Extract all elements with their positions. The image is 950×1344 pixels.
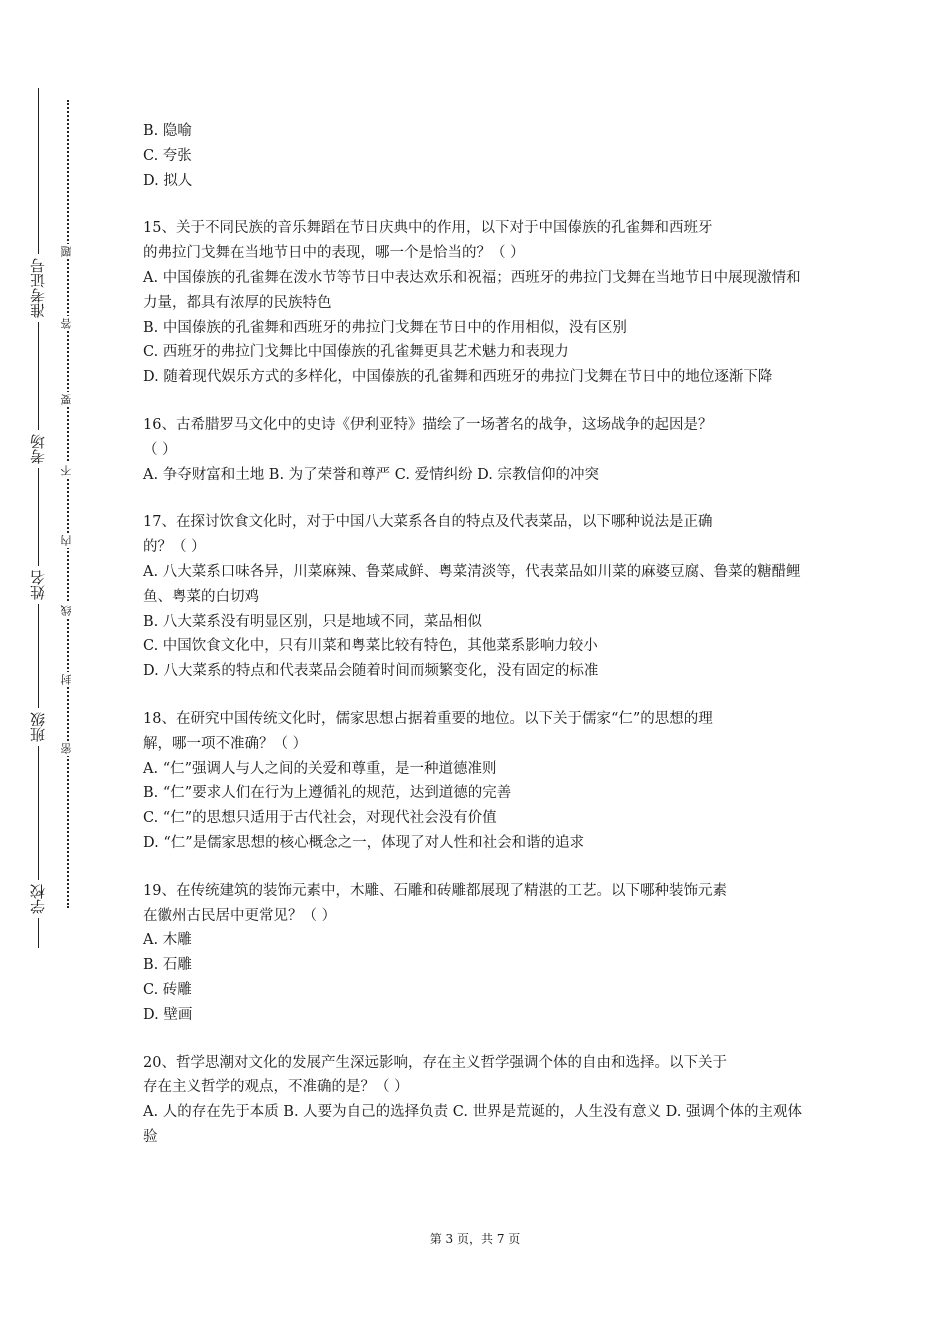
option: A. “仁”强调人与人之间的关爱和尊重，是一种道德准则 <box>143 760 497 777</box>
binding-margin <box>0 0 110 1344</box>
question-block <box>143 119 811 193</box>
seal-char: 要 <box>60 394 73 405</box>
binding-solid-line <box>38 88 39 948</box>
exam-room-label: 考场 <box>22 430 54 468</box>
seal-char: 封 <box>60 674 73 685</box>
option: C. 砖雕 <box>143 981 192 998</box>
option: D. 随着现代娱乐方式的多样化，中国傣族的孔雀舞和西班牙的弗拉门戈舞在节日中的地位逐渐下降 <box>143 369 773 386</box>
option: B. 中国傣族的孔雀舞和西班牙的弗拉门戈舞在节日中的作用相似，没有区别 <box>143 319 627 336</box>
option: B. “仁”要求人们在行为上遵循礼的规范，达到道德的完善 <box>143 785 512 802</box>
question-block <box>143 879 811 1028</box>
question-block <box>143 707 811 856</box>
school-label: 学校 <box>22 880 54 918</box>
question-list <box>143 119 811 1150</box>
question-stem: 存在主义哲学的观点，不准确的是？（ ） <box>143 1079 409 1096</box>
seal-char: 不 <box>60 465 73 476</box>
question-stem: （ ） <box>143 441 177 458</box>
page-number: 第 3 页，共 7 页 <box>429 1232 521 1246</box>
option: B. 石雕 <box>143 957 192 974</box>
seal-char: 密 <box>60 743 73 754</box>
question-block <box>143 1051 811 1150</box>
question-stem: 18、在研究中国传统文化时，儒家思想占据着重要的地位。以下关于儒家“仁”的思想的理 <box>143 710 713 727</box>
option: A. 人的存在先于本质 B. 人要为自己的选择负责 C. 世界是荒诞的，人生没有意义 D. 强调个体的主观体验 <box>143 1104 803 1145</box>
question-stem: 的弗拉门戈舞在当地节日中的表现，哪一个是恰当的？（ ） <box>143 245 525 262</box>
question-stem: 在徽州古民居中更常见？（ ） <box>143 907 337 924</box>
seal-char: 内 <box>60 535 73 546</box>
option: D. 壁画 <box>143 1006 193 1023</box>
question-block <box>143 413 811 487</box>
option: D. “仁”是儒家思想的核心概念之一，体现了对人性和社会和谐的追求 <box>143 834 585 851</box>
option: D. 八大菜系的特点和代表菜品会随着时间而频繁变化，没有固定的标准 <box>143 663 599 680</box>
question-stem: 16、古希腊罗马文化中的史诗《伊利亚特》描绘了一场著名的战争，这场战争的起因是？ <box>143 416 713 433</box>
option: A. 木雕 <box>143 932 192 949</box>
option: C. 夸张 <box>143 147 192 164</box>
question-stem: 20、哲学思潮对文化的发展产生深远影响，存在主义哲学强调个体的自由和选择。以下关于 <box>143 1054 727 1071</box>
binding-dotted-line <box>67 100 69 908</box>
option: A. 争夺财富和土地 B. 为了荣誉和尊严 C. 爱情纠纷 D. 宗教信仰的冲突 <box>143 466 600 483</box>
option: C. “仁”的思想只适用于古代社会，对现代社会没有价值 <box>143 810 497 827</box>
seal-char: 答 <box>60 318 73 329</box>
option: A. 中国傣族的孔雀舞在泼水节等节日中表达欢乐和祝福；西班牙的弗拉门戈舞在当地节日中展现激情和力量，都具有浓厚的民族特色 <box>143 269 801 311</box>
question-stem: 15、关于不同民族的音乐舞蹈在节日庆典中的作用，以下对于中国傣族的孔雀舞和西班牙 <box>143 220 713 237</box>
seal-char: 题 <box>60 246 73 257</box>
question-stem: 解，哪一项不准确？（ ） <box>143 735 308 752</box>
option: C. 中国饮食文化中，只有川菜和粤菜比较有特色，其他菜系影响力较小 <box>143 638 598 655</box>
question-block <box>143 510 811 684</box>
option: B. 八大菜系没有明显区别，只是地域不同，菜品相似 <box>143 613 482 630</box>
question-stem: 19、在传统建筑的装饰元素中，木雕、石雕和砖雕都展现了精湛的工艺。以下哪种装饰元素 <box>143 882 727 899</box>
option: B. 隐喻 <box>143 123 192 139</box>
question-block <box>143 216 811 390</box>
question-stem: 17、在探讨饮食文化时，对于中国八大菜系各自的特点及代表菜品，以下哪种说法是正确 <box>143 514 713 531</box>
name-label: 姓名 <box>22 566 54 604</box>
option: A. 八大菜系口味各异，川菜麻辣、鲁菜咸鲜、粤菜清淡等，代表菜品如川菜的麻婆豆腐、鲁菜的糖醋鲤鱼、粤菜的白切鸡 <box>143 563 801 605</box>
ticket-number-label: 准考证号 <box>22 254 54 322</box>
seal-char: 线 <box>60 605 73 616</box>
option: C. 西班牙的弗拉门戈舞比中国傣族的孔雀舞更具艺术魅力和表现力 <box>143 344 569 361</box>
option: D. 拟人 <box>143 172 193 189</box>
question-stem: 的？（ ） <box>143 539 206 556</box>
class-label: 班级 <box>22 708 54 746</box>
